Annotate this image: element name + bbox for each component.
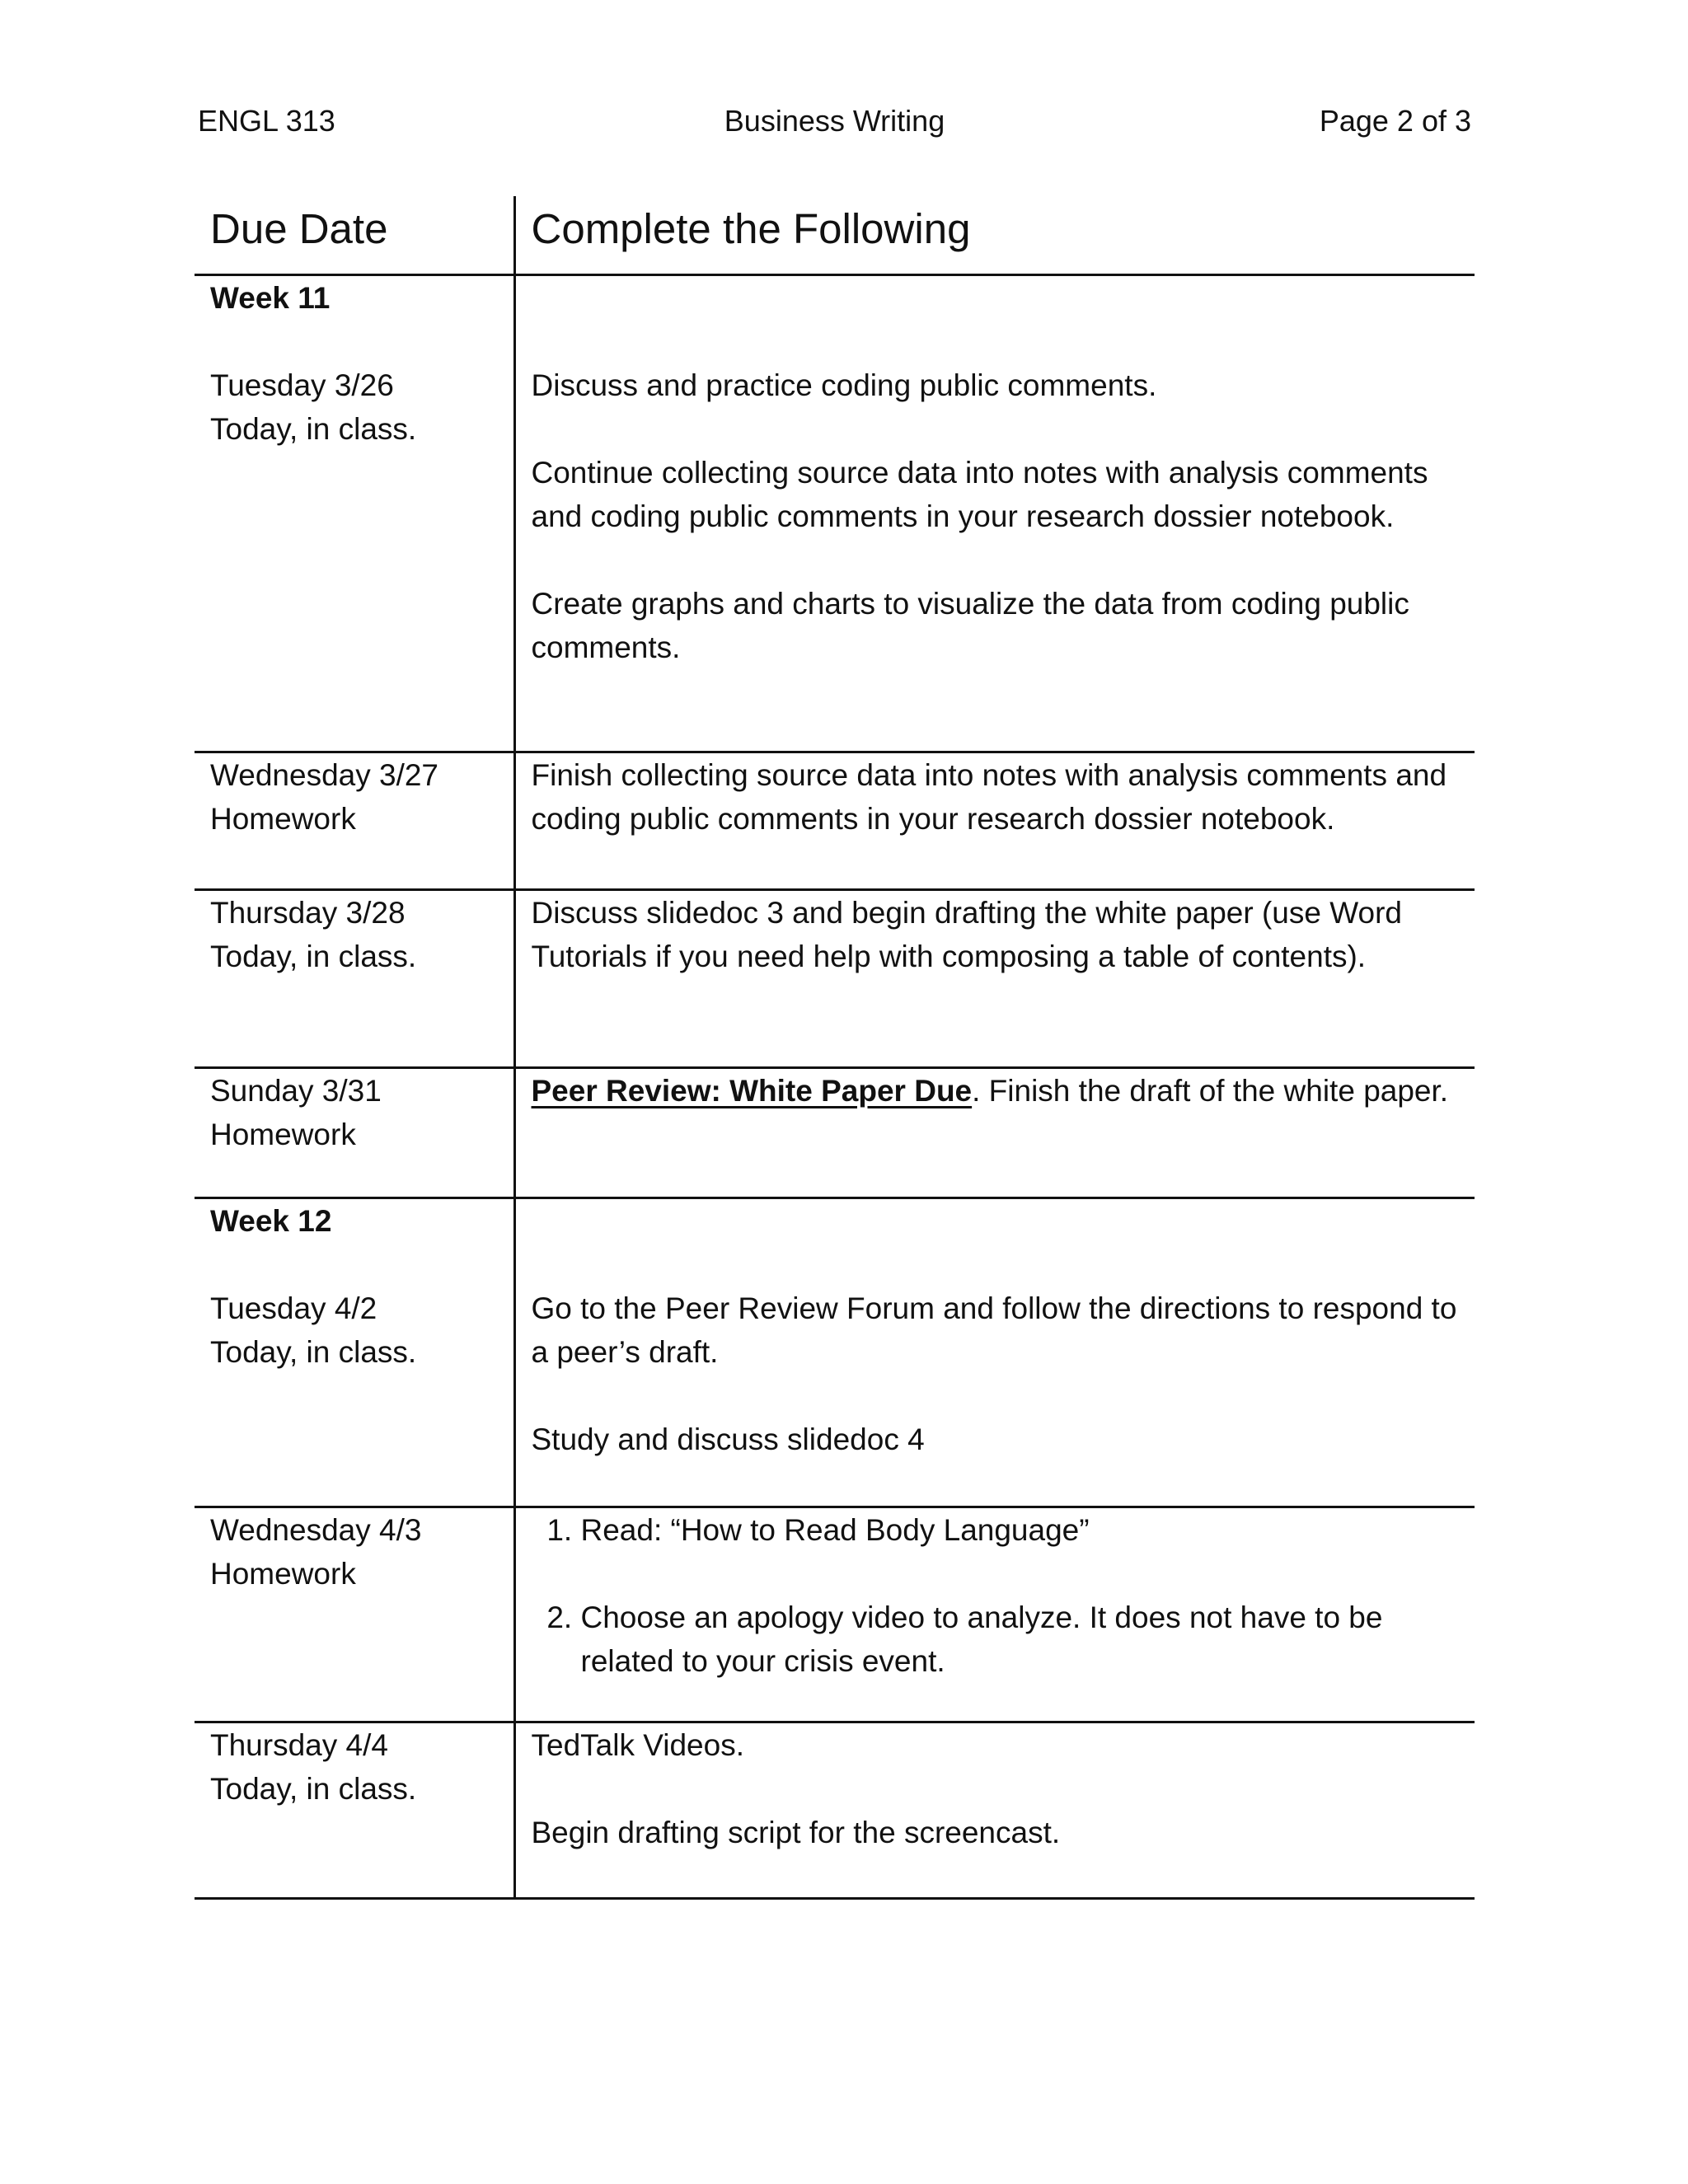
tasks-cell [514, 275, 1475, 752]
task-item: Continue collecting source data into notes with analysis comments and coding public comments in your research dossier notebook. [531, 456, 1428, 533]
task-item: Discuss slidedoc 3 and begin drafting the white paper (use Word Tutorials if you need help with composing a table of contents). [531, 896, 1402, 973]
due-date: Wednesday 3/27 [210, 758, 439, 792]
due-date-cell [195, 275, 514, 752]
task-item: Finish collecting source data into notes with analysis comments and coding public comments in your research dossier notebook. [531, 758, 1447, 836]
due-date-cell [195, 752, 514, 890]
task-item: Go to the Peer Review Forum and follow the directions to respond to a peer’s draft. [531, 1291, 1457, 1369]
due-date-cell [195, 890, 514, 1068]
list-item: 1. Read: “How to Read Body Language” [581, 1508, 1475, 1552]
due-date: Thursday 3/28 [210, 896, 406, 930]
due-date-cell [195, 1722, 514, 1899]
table-header-row [195, 196, 1475, 275]
session-type: Today, in class. [210, 1335, 417, 1369]
due-date: Thursday 4/4 [210, 1728, 388, 1762]
due-date-header: Due Date [195, 196, 514, 275]
table-row [195, 1068, 1475, 1198]
tasks-cell [514, 752, 1475, 890]
due-date: Tuesday 4/2 [210, 1291, 377, 1325]
table-row [195, 752, 1475, 890]
task-item: Create graphs and charts to visualize the data from coding public comments. [531, 587, 1409, 664]
task-item: Study and discuss slidedoc 4 [531, 1422, 925, 1456]
due-date: Sunday 3/31 [210, 1074, 382, 1108]
table-row [195, 1507, 1475, 1722]
page-number: Page 2 of 3 [1319, 104, 1471, 138]
table-row [195, 890, 1475, 1068]
session-type: Homework [210, 802, 356, 836]
tasks-header: Complete the Following [514, 196, 1475, 275]
task-item: TedTalk Videos. [531, 1728, 744, 1762]
page-header [198, 101, 1471, 142]
session-type: Homework [210, 1557, 356, 1591]
session-type: Today, in class. [210, 1772, 417, 1806]
due-date: Wednesday 4/3 [210, 1513, 422, 1547]
schedule-table [195, 196, 1475, 1900]
course-code: ENGL 313 [198, 104, 335, 138]
task-item: Begin drafting script for the screencast. [531, 1816, 1061, 1849]
due-date: Tuesday 3/26 [210, 368, 394, 402]
table-row [195, 1198, 1475, 1507]
tasks-cell [514, 1198, 1475, 1507]
task-item [532, 1069, 1475, 1113]
task-item: Discuss and practice coding public comments. [531, 368, 1157, 402]
tasks-cell [514, 890, 1475, 1068]
tasks-cell [514, 1507, 1475, 1722]
session-type: Today, in class. [210, 940, 417, 973]
table-row [195, 275, 1475, 752]
due-date-cell [195, 1068, 514, 1198]
list-item: 2. Choose an apology video to analyze. It does not have to be related to your crisis event. [581, 1596, 1475, 1683]
table-row [195, 1722, 1475, 1899]
peer-review-link[interactable]: Peer Review: White Paper Due [531, 1074, 973, 1108]
due-date-cell [195, 1507, 514, 1722]
document-title: Business Writing [724, 104, 945, 138]
session-type: Homework [210, 1118, 356, 1151]
task-list [532, 1508, 1475, 1683]
week-label: Week 11 [210, 281, 331, 315]
due-date-cell [195, 1198, 514, 1507]
week-label: Week 12 [210, 1204, 332, 1238]
session-type: Today, in class. [210, 412, 417, 446]
task-text: . Finish the draft of the white paper. [972, 1074, 1449, 1108]
tasks-cell [514, 1722, 1475, 1899]
tasks-cell [514, 1068, 1475, 1198]
